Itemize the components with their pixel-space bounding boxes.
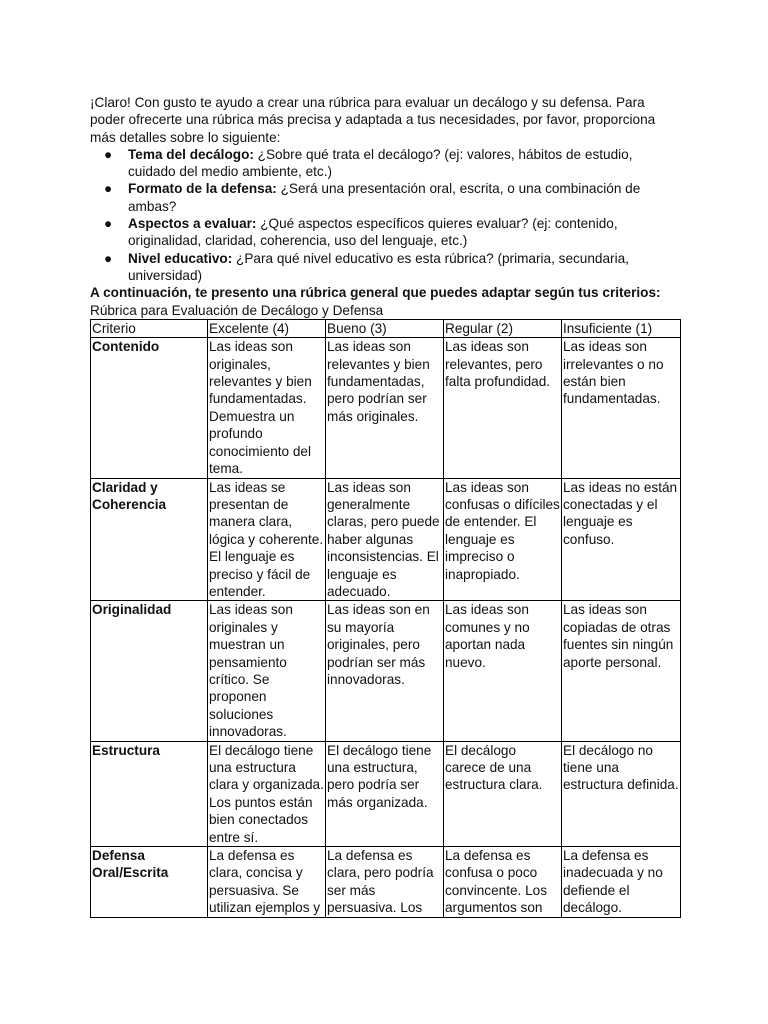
header-criterio: Criterio	[91, 319, 208, 337]
table-cell	[326, 847, 444, 918]
table-row	[91, 478, 681, 601]
criterion-cell: Estructura	[91, 741, 208, 846]
rubric-table	[90, 319, 681, 918]
criterion-cell: Contenido	[91, 338, 208, 478]
table-cell: Las ideas son relevantes y bien fundamentadas, pero podrían ser más originales.	[326, 338, 444, 478]
table-cell: El decálogo carece de una estructura clara.	[444, 741, 562, 846]
list-item	[90, 250, 680, 285]
criterion-cell: Defensa Oral/Escrita	[91, 847, 208, 918]
table-cell: Las ideas se presentan de manera clara, lógica y coherente. El lenguaje es preciso y fácil de entender.	[208, 478, 326, 601]
section-heading: A continuación, te presento una rúbrica general que puedes adaptar según tus criterios:	[90, 285, 661, 301]
table-cell	[208, 847, 326, 918]
table-cell	[562, 847, 681, 918]
table-header-row	[91, 319, 681, 337]
table-cell: Las ideas son comunes y no aportan nada nuevo.	[444, 601, 562, 741]
cell-text: La defensa es inadecuada y no defiende el decálogo.	[563, 848, 663, 916]
table-cell: El decálogo tiene una estructura, pero podría ser más organizada.	[326, 741, 444, 846]
cell-text: La defensa es confusa o poco convincente. Los argumentos son	[445, 848, 548, 916]
table-cell: Las ideas son originales, relevantes y bien fundamentadas. Demuestra un profundo conocimiento del tema.	[208, 338, 326, 478]
list-item	[90, 146, 680, 181]
list-item-text: ¿Qué aspectos específicos quieres evaluar? (ej: contenido, originalidad, claridad, coherencia, uso del lenguaje, etc.)	[128, 216, 618, 249]
list-item-label: Formato de la defensa:	[128, 181, 277, 197]
list-item-text: ¿Para qué nivel educativo es esta rúbrica? (primaria, secundaria, universidad)	[128, 250, 629, 283]
header-bueno: Bueno (3)	[326, 319, 444, 337]
table-cell: Las ideas son originales y muestran un pensamiento crítico. Se proponen soluciones innovadoras.	[208, 601, 326, 741]
criterion-cell: Originalidad	[91, 601, 208, 741]
details-list	[90, 146, 680, 284]
bullet-icon: ●	[104, 146, 113, 162]
cell-text: La defensa es clara, concisa y persuasiva. Se utilizan ejemplos y	[209, 848, 321, 916]
table-cell: El decálogo no tiene una estructura definida.	[562, 741, 681, 846]
table-cell: Las ideas son confusas o difíciles de entender. El lenguaje es impreciso o inapropiado.	[444, 478, 562, 601]
table-cell: Las ideas son irrelevantes o no están bien fundamentadas.	[562, 338, 681, 478]
intro-paragraph: ¡Claro! Con gusto te ayudo a crear una rúbrica para evaluar un decálogo y su defensa. Para poder ofrecerte una rúbrica más precisa y adaptada a tus necesidades, por favor, proporciona más detalles sobre lo siguiente:	[90, 95, 656, 145]
table-title: Rúbrica para Evaluación de Decálogo y Defensa	[90, 302, 384, 318]
list-item-text: ¿Será una presentación oral, escrita, o una combinación de ambas?	[128, 181, 641, 214]
table-cell: Las ideas son en su mayoría originales, pero podrían ser más innovadoras.	[326, 601, 444, 741]
bullet-icon: ●	[104, 250, 113, 266]
table-row	[91, 338, 681, 478]
table-cell: El decálogo tiene una estructura clara y organizada. Los puntos están bien conectados entre sí.	[209, 742, 324, 845]
bullet-icon: ●	[104, 216, 113, 232]
list-item-text: ¿Sobre qué trata el decálogo? (ej: valores, hábitos de estudio, cuidado del medio ambiente, etc.)	[128, 146, 633, 180]
header-excelente: Excelente (4)	[208, 319, 326, 337]
cell-text: La defensa es clara, pero podría ser más persuasiva. Los	[327, 848, 434, 916]
table-cell: Las ideas son relevantes, pero falta profundidad.	[444, 338, 562, 478]
list-item-label: Nivel educativo:	[128, 250, 233, 266]
list-item	[90, 180, 680, 215]
table-cell: Las ideas son copiadas de otras fuentes sin ningún aporte personal.	[562, 601, 681, 741]
header-insuficiente: Insuficiente (1)	[562, 319, 681, 337]
table-row	[91, 601, 681, 741]
list-item	[90, 215, 680, 250]
table-cell	[444, 847, 562, 918]
bullet-icon: ●	[104, 181, 113, 197]
table-row	[91, 847, 681, 918]
criterion-cell: Claridad y Coherencia	[91, 478, 208, 601]
list-item-label: Aspectos a evaluar:	[128, 216, 257, 232]
table-cell: Las ideas no están conectadas y el lenguaje es confuso.	[562, 478, 681, 601]
table-cell: Las ideas son generalmente claras, pero puede haber algunas inconsistencias. El lenguaje es adecuado.	[326, 478, 444, 601]
table-row	[91, 741, 681, 846]
document-page	[90, 94, 680, 918]
list-item-label: Tema del decálogo:	[128, 146, 254, 162]
header-regular: Regular (2)	[444, 319, 562, 337]
